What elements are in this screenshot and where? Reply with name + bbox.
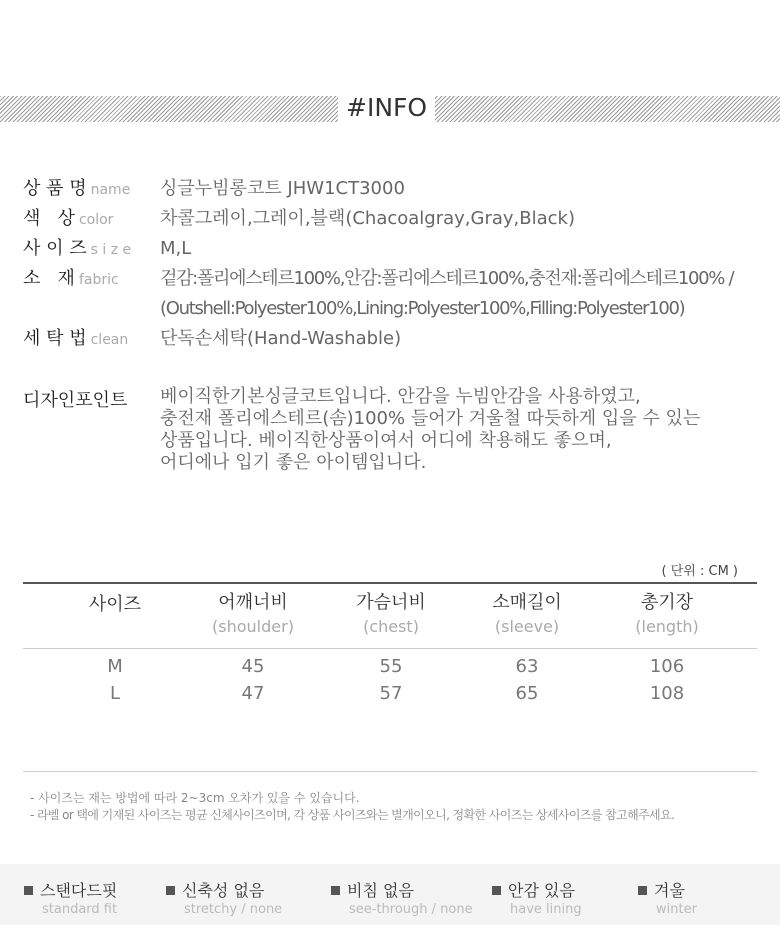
table-cell: 47 xyxy=(241,683,265,704)
feature-item: 신축성 없음 stretchy / none xyxy=(166,878,282,918)
design-line: 어디에나 입기 좋은 아이템입니다. xyxy=(160,452,427,473)
th-sleeve: 소매길이 (sleeve) xyxy=(492,592,562,636)
feature-item: 비침 없음 see-through / none xyxy=(331,878,473,918)
th-chest: 가슴너비 (chest) xyxy=(356,592,426,636)
info-row-clean xyxy=(23,328,763,358)
th-length: 총기장 (length) xyxy=(635,592,699,636)
product-info xyxy=(23,178,763,358)
label-name: 상 품 명 name xyxy=(23,178,131,199)
feature-bar xyxy=(0,864,780,925)
size-table xyxy=(23,582,757,708)
info-row-fabric xyxy=(23,268,763,328)
note-line: - 사이즈는 재는 방법에 따라 2~3cm 오차가 있을 수 있습니다. xyxy=(30,791,360,805)
table-cell: L xyxy=(109,683,121,704)
value-fabric: 겉감:폴리에스테르100%,안감:폴리에스테르100%,충전재:폴리에스테르100% / xyxy=(160,268,734,289)
design-label: 디자인포인트 xyxy=(23,390,128,411)
table-row xyxy=(23,681,757,708)
feature-item: 겨울 winter xyxy=(638,878,697,918)
square-bullet-icon xyxy=(492,886,501,895)
value-clean: 단독손세탁(Hand-Washable) xyxy=(160,328,402,349)
info-row-name xyxy=(23,178,763,208)
table-cell: 45 xyxy=(241,656,265,677)
label-fabric: 소 재 fabric xyxy=(23,268,119,289)
size-table-body xyxy=(23,649,757,708)
table-cell: 57 xyxy=(379,683,403,704)
info-row-size xyxy=(23,238,763,268)
label-size: 사 이 즈 s i z e xyxy=(23,238,132,259)
square-bullet-icon xyxy=(638,886,647,895)
table-cell: 108 xyxy=(649,683,685,704)
label-color: 색 상 color xyxy=(23,208,114,229)
design-line: 상품입니다. 베이직한상품이여서 어디에 착용해도 좋으며, xyxy=(160,430,612,451)
size-table-header xyxy=(23,584,757,649)
table-cell: 63 xyxy=(515,656,539,677)
page-title: #INFO xyxy=(338,92,435,124)
table-cell: M xyxy=(107,656,123,677)
table-row xyxy=(23,654,757,681)
info-row-color xyxy=(23,208,763,238)
design-line: 베이직한기본싱글코트입니다. 안감을 누빔안감을 사용하였고, xyxy=(160,386,641,407)
th-shoulder: 어깨너비 (shoulder) xyxy=(212,592,294,636)
value-fabric-en: (Outshell:Polyester100%,Lining:Polyester100%,Filling:Polyester100) xyxy=(160,298,685,319)
design-text xyxy=(160,386,700,474)
table-cell: 55 xyxy=(379,656,403,677)
value-size: M,L xyxy=(160,238,192,259)
table-cell: 106 xyxy=(649,656,685,677)
feature-item: 스탠다드핏 standard fit xyxy=(24,878,117,918)
size-notes xyxy=(30,790,674,824)
value-name: 싱글누빔롱코트 JHW1CT3000 xyxy=(160,178,405,199)
th-size: 사이즈 xyxy=(88,594,142,615)
square-bullet-icon xyxy=(166,886,175,895)
table-cell: 65 xyxy=(515,683,539,704)
unit-label: ( 단위 : CM ) xyxy=(661,564,738,579)
feature-item: 안감 있음 have lining xyxy=(492,878,582,918)
value-color: 차콜그레이,그레이,블랙(Chacoalgray,Gray,Black) xyxy=(160,208,575,229)
design-line: 충전재 폴리에스테르(솜)100% 들어가 겨울철 따듯하게 입을 수 있는 xyxy=(160,408,701,429)
divider xyxy=(23,771,757,772)
label-clean: 세 탁 법 clean xyxy=(23,328,129,349)
square-bullet-icon xyxy=(331,886,340,895)
note-line: - 라벨 or 택에 기재된 사이즈는 평균 신체사이즈이며, 각 상품 사이즈와는 별개이오니, 정확한 사이즈는 상세사이즈를 참고해주세요. xyxy=(30,808,675,822)
square-bullet-icon xyxy=(24,886,33,895)
